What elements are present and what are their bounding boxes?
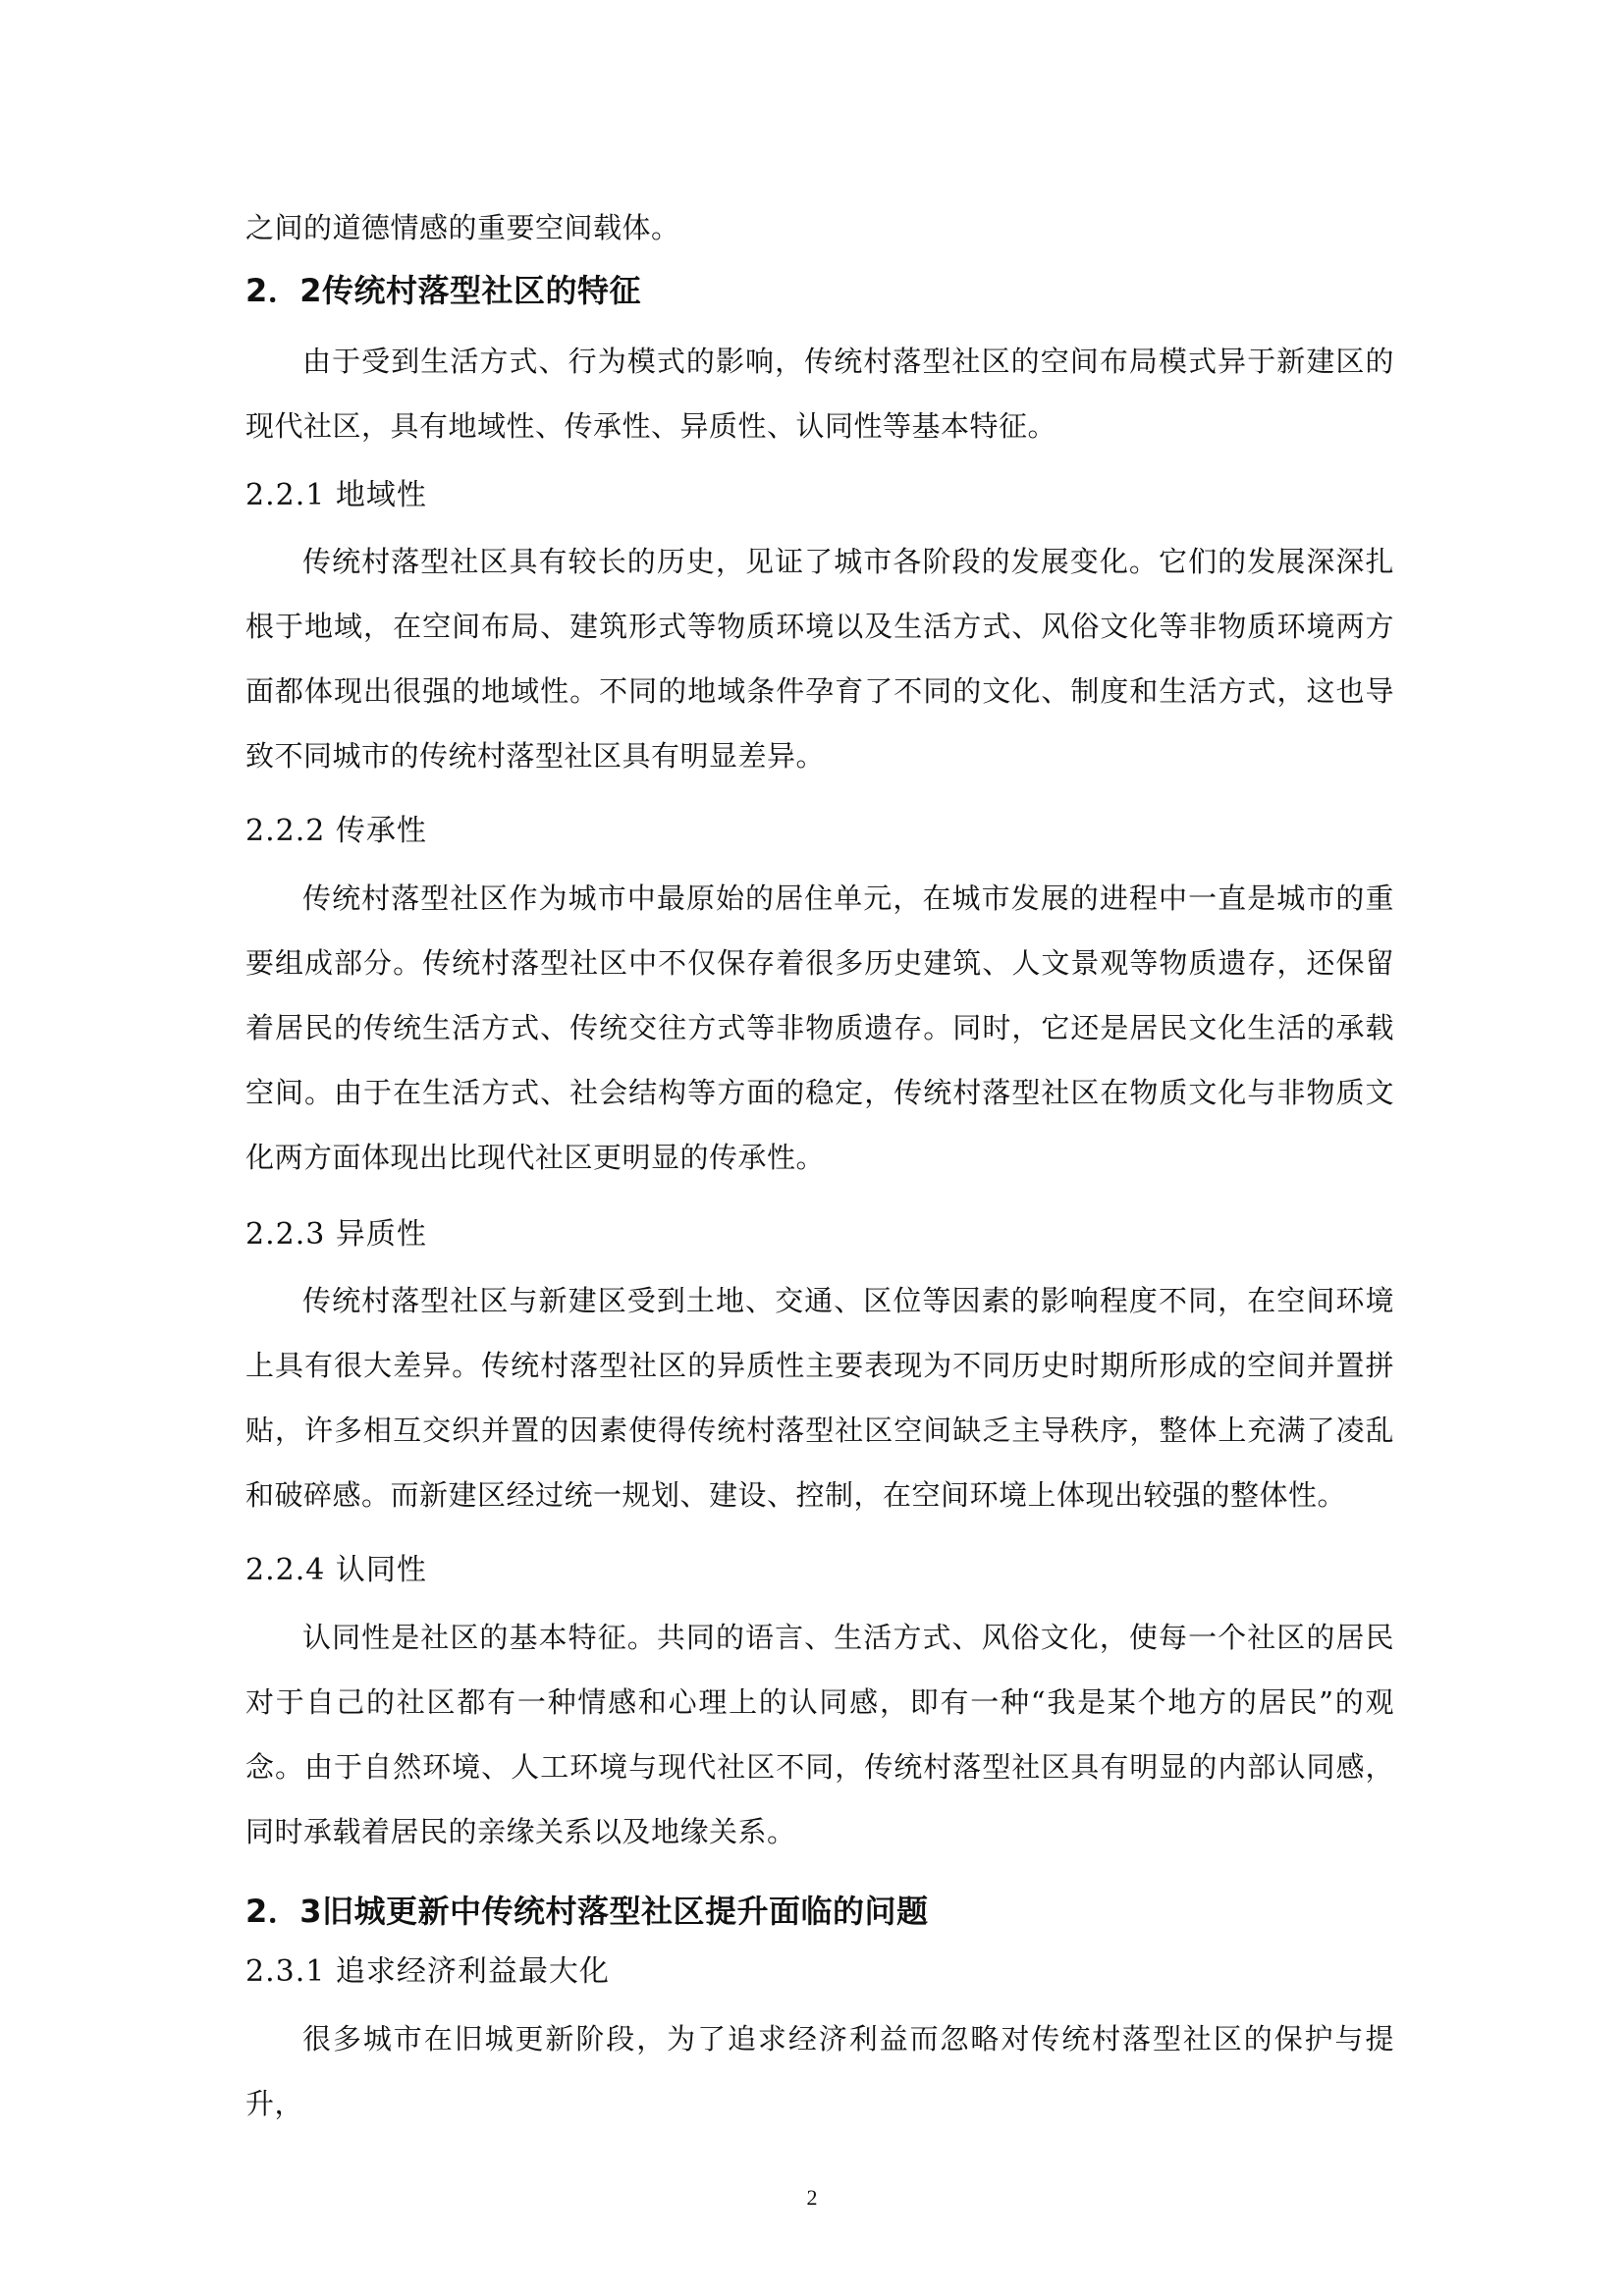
page-number: 2	[806, 2185, 818, 2210]
paragraph-characteristics-intro: 由于受到生活方式、行为模式的影响，传统村落型社区的空间布局模式异于新建区的现代社区，具有地域性、传承性、异质性、认同性等基本特征。	[245, 345, 1394, 443]
subsection-heading-2-3-1: 2.3.1 追求经济利益最大化	[245, 1954, 610, 1989]
paragraph-inheritance: 传统村落型社区作为城市中最原始的居住单元，在城市发展的进程中一直是城市的重要组成部分。传统村落型社区中不仅保存着很多历史建筑、人文景观等物质遗存，还保留着居民的传统生活方式、传统交往方式等非物质遗存。同时，它还是居民文化生活的承载空间。由于在生活方式、社会结构等方面的稳定，传统村落型社区在物质文化与非物质文化两方面体现出比现代社区更明显的传承性。	[245, 881, 1394, 1174]
subsection-heading-2-2-1: 2.2.1 地域性	[245, 478, 427, 512]
paragraph-heterogeneity: 传统村落型社区与新建区受到土地、交通、区位等因素的影响程度不同，在空间环境上具有很大差异。传统村落型社区的异质性主要表现为不同历史时期所形成的空间并置拼贴，许多相互交织并置的因素使得传统村落型社区空间缺乏主导秩序，整体上充满了凌乱和破碎感。而新建区经过统一规划、建设、控制，在空间环境上体现出较强的整体性。	[245, 1284, 1394, 1512]
paragraph-identity: 认同性是社区的基本特征。共同的语言、生活方式、风俗文化，使每一个社区的居民对于自己的社区都有一种情感和心理上的认同感，即有一种“我是某个地方的居民”的观念。由于自然环境、人工环境与现代社区不同，传统村落型社区具有明显的内部认同感，同时承载着居民的亲缘关系以及地缘关系。	[245, 1621, 1394, 1848]
subsection-heading-2-2-4: 2.2.4 认同性	[245, 1553, 427, 1587]
subsection-heading-2-2-2: 2.2.2 传承性	[245, 814, 427, 848]
section-heading-2-3: 2．3旧城更新中传统村落型社区提升面临的问题	[245, 1893, 929, 1930]
section-heading-2-2: 2．2传统村落型社区的特征	[245, 272, 642, 309]
paragraph-regionality: 传统村落型社区具有较长的历史，见证了城市各阶段的发展变化。它们的发展深深扎根于地域，在空间布局、建筑形式等物质环境以及生活方式、风俗文化等非物质环境两方面都体现出很强的地域性。不同的地域条件孕育了不同的文化、制度和生活方式，这也导致不同城市的传统村落型社区具有明显差异。	[245, 545, 1394, 773]
paragraph-economic-interest: 很多城市在旧城更新阶段，为了追求经济利益而忽略对传统村落型社区的保护与提升，	[245, 2022, 1394, 2120]
subsection-heading-2-2-3: 2.2.3 异质性	[245, 1217, 427, 1252]
paragraph-continuation: 之间的道德情感的重要空间载体。	[245, 211, 680, 244]
